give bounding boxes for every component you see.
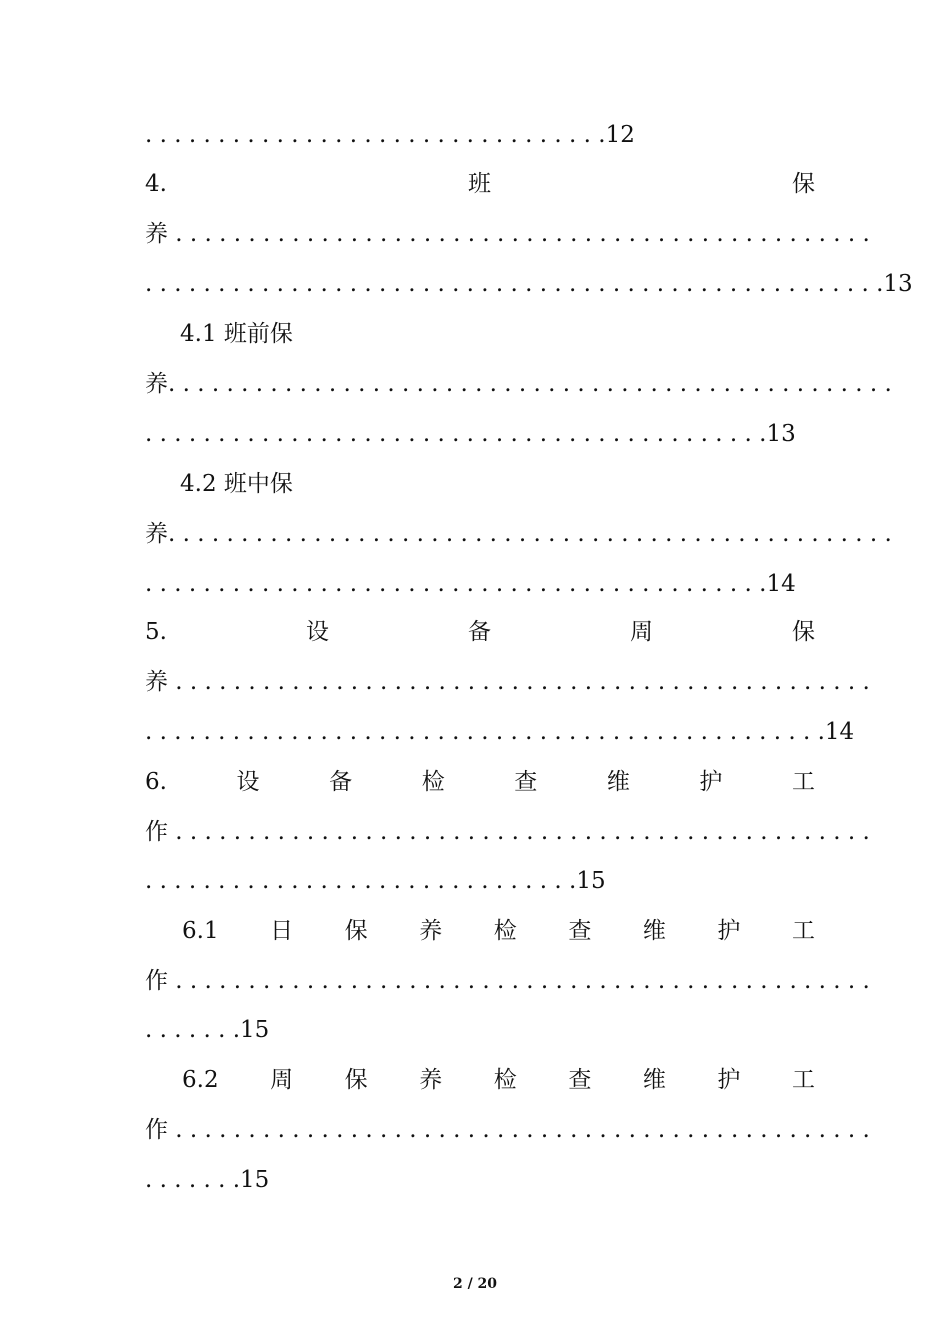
toc-entry-word: 护 xyxy=(717,918,741,944)
toc-leader-line: . . . . . . .15 xyxy=(145,1017,270,1043)
toc-entry-word: 维 xyxy=(642,1067,666,1093)
toc-entry-4[interactable] xyxy=(145,164,815,204)
toc-entry-word: 护 xyxy=(699,769,723,795)
toc-entry-6-2[interactable] xyxy=(182,1060,815,1100)
toc-leader-line: 作 . . . . . . . . . . . . . . . . . . . . . . . . . . . . . . . . . . . . . . . . . . . . . . . . xyxy=(145,819,870,845)
toc-entry-word: 4. xyxy=(145,171,167,197)
toc-entry-word: 6.1 xyxy=(182,918,219,944)
toc-leader-line: . . . . . . . . . . . . . . . . . . . . . . . . . . . . . . . .12 xyxy=(145,122,635,148)
toc-leader-line: 养. . . . . . . . . . . . . . . . . . . . . . . . . . . . . . . . . . . . . . . . . . . . . . . . . . xyxy=(145,521,892,547)
toc-entry-word: 养 xyxy=(419,918,443,944)
toc-leader-line: . . . . . . . . . . . . . . . . . . . . . . . . . . . . . . . . . . . . . . . . . . .13 xyxy=(145,421,796,447)
toc-entry-word: 班 xyxy=(467,171,491,197)
toc-entry-4-2[interactable]: 4.2 班中保 xyxy=(180,471,293,497)
toc-entry-word: 6. xyxy=(145,769,167,795)
toc-entry-word: 查 xyxy=(568,1067,592,1093)
toc-entry-word: 工 xyxy=(791,1067,815,1093)
toc-leader-line: . . . . . . . . . . . . . . . . . . . . . . . . . . . . . .15 xyxy=(145,868,606,894)
toc-entry-word: 养 xyxy=(419,1067,443,1093)
toc-leader-line: 作 . . . . . . . . . . . . . . . . . . . . . . . . . . . . . . . . . . . . . . . . . . . . . . . . xyxy=(145,1117,870,1143)
toc-leader-line: . . . . . . . . . . . . . . . . . . . . . . . . . . . . . . . . . . . . . . . . . . . . . . . . . . .13 xyxy=(145,271,913,297)
toc-entry-word: 周 xyxy=(629,619,653,645)
toc-entry-word: 检 xyxy=(493,918,517,944)
toc-leader-line: . . . . . . .15 xyxy=(145,1167,270,1193)
toc-leader-line: 养 . . . . . . . . . . . . . . . . . . . . . . . . . . . . . . . . . . . . . . . . . . . . . . . . xyxy=(145,221,870,247)
toc-leader-line: . . . . . . . . . . . . . . . . . . . . . . . . . . . . . . . . . . . . . . . . . . .14 xyxy=(145,571,796,597)
toc-entry-word: 保 xyxy=(791,171,815,197)
toc-entry-word: 护 xyxy=(717,1067,741,1093)
page-number: 2 / 20 xyxy=(452,1276,498,1292)
toc-entry-word: 设 xyxy=(236,769,260,795)
toc-entry-word: 工 xyxy=(791,918,815,944)
toc-entry-word: 维 xyxy=(642,918,666,944)
toc-entry-6[interactable] xyxy=(145,762,815,802)
toc-entry-word: 备 xyxy=(329,769,353,795)
toc-entry-word: 检 xyxy=(421,769,445,795)
toc-leader-line: . . . . . . . . . . . . . . . . . . . . . . . . . . . . . . . . . . . . . . . . . . . . . . .14 xyxy=(145,719,855,745)
toc-entry-word: 备 xyxy=(467,619,491,645)
toc-entry-word: 查 xyxy=(514,769,538,795)
toc-leader-line: 养. . . . . . . . . . . . . . . . . . . . . . . . . . . . . . . . . . . . . . . . . . . . . . . . . . xyxy=(145,371,892,397)
toc-entry-5[interactable] xyxy=(145,612,815,652)
toc-entry-word: 设 xyxy=(305,619,329,645)
toc-entry-word: 保 xyxy=(791,619,815,645)
toc-entry-word: 保 xyxy=(344,918,368,944)
toc-entry-word: 检 xyxy=(493,1067,517,1093)
toc-leader-line: 养 . . . . . . . . . . . . . . . . . . . . . . . . . . . . . . . . . . . . . . . . . . . . . . . . xyxy=(145,669,870,695)
toc-entry-word: 6.2 xyxy=(182,1067,219,1093)
toc-entry-word: 维 xyxy=(606,769,630,795)
toc-entry-word: 查 xyxy=(568,918,592,944)
toc-entry-4-1[interactable]: 4.1 班前保 xyxy=(180,321,293,347)
toc-leader-line: 作 . . . . . . . . . . . . . . . . . . . . . . . . . . . . . . . . . . . . . . . . . . . . . . . . xyxy=(145,968,870,994)
toc-entry-6-1[interactable] xyxy=(182,911,815,951)
toc-entry-word: 日 xyxy=(270,918,294,944)
toc-entry-word: 5. xyxy=(145,619,167,645)
toc-entry-word: 保 xyxy=(344,1067,368,1093)
toc-entry-word: 周 xyxy=(270,1067,294,1093)
toc-entry-word: 工 xyxy=(792,769,815,795)
